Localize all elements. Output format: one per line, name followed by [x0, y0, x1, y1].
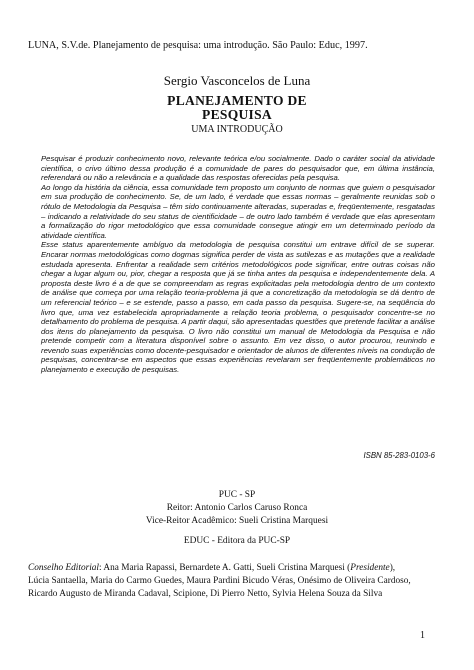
council-label: Conselho Editorial: [28, 563, 100, 573]
editorial-council: [28, 562, 450, 600]
citation-header: LUNA, S.V.de. Planejamento de pesquisa: uma introdução. São Paulo: Educ, 1997.: [28, 40, 368, 51]
book-title-line2: PESQUISA: [202, 107, 272, 122]
isbn: ISBN 85-283-0103-6: [363, 451, 435, 460]
page-number: 1: [420, 630, 425, 641]
council-line: Ricardo Augusto de Miranda Cadaval, Scipione, Di Pierro Netto, Sylvia Helena Souza da Silva: [28, 588, 383, 599]
institution: PUC - SP: [218, 490, 256, 500]
council-president: Presidente: [350, 563, 390, 573]
council-members: : Ana Maria Rapassi, Bernardete A. Gatti, Sueli Cristina Marquesi (: [99, 563, 351, 573]
council-line: Lúcia Santaella, Maria do Carmo Guedes, Maura Pardini Bicudo Véras, Onésimo de Oliveira Cardoso,: [28, 575, 411, 586]
council-close: ),: [389, 563, 396, 573]
publisher-press: EDUC - Editora da PUC-SP: [183, 536, 291, 546]
book-title: [0, 94, 474, 122]
abstract-paragraph: Pesquisar é produzir conhecimento novo, relevante teórica e/ou socialmente. Dado o caráter social da atividade científica, o crivo último dessa produção é a comunidade de pares do pesquisador que, em última instância, referendará ou não a relevância e a qualidade das respostas oferecidas pela pesquisa.: [41, 154, 435, 183]
abstract-paragraph: Esse status aparentemente ambíguo da metodologia de pesquisa constitui um entrave difícil de se superar. Encarar normas metodológicas como dogmas significa perder de vista as sutilezas e as mutações que a realidade estudada apresenta. Enfrentar a realidade sem critérios metodológicos pode significar, entre outras coisas não chegar a lugar algum ou, pior, chegar a resposta que já se tinha antes da pesquisa e independentemente dela. A proposta deste livro é a de que se compreendam as regras explicitadas pela metodologia dentro de um contexto de análise que começa por uma relação teoria-problema já que a concretização da metodologia se dá dentro de um referencial teórico – e se estende, passo a passo, em cada passo da pesquisa. Sugere-se, na seqüência do livro que, uma vez estabelecida apropriadamente a relação teoria problema, o pesquisador concentre-se no detalhamento do problema de pesquisa. A partir daqui, são apresentadas questões que pretende facilitar a análise dos itens do planejamento da pesquisa. O livro não constitui um manual de Metodologia da Pesquisa e não pretende competir com a literatura disponível sobre o assunto. Em vez disso, o autor procurou, reunindo e revendo suas experiências como docente-pesquisador e orientador de alunos de diferentes níveis na condução de pesquisas, concentrar-se em aspectos que essas experiências revelaram ser freqüentemente problemáticos no planejamento e execução de pesquisas.: [41, 240, 435, 375]
book-author: Sergio Vasconcelos de Luna: [163, 73, 311, 88]
book-title-line1: PLANEJAMENTO DE: [167, 93, 307, 108]
abstract-text: [41, 154, 435, 375]
vice-rector: Vice-Reitor Acadêmico: Sueli Cristina Marquesi: [145, 516, 329, 526]
rector: Reitor: Antonio Carlos Caruso Ronca: [166, 503, 308, 513]
book-subtitle: UMA INTRODUÇÃO: [191, 124, 283, 135]
council-line: [28, 562, 450, 575]
abstract-paragraph: Ao longo da história da ciência, essa comunidade tem proposto um conjunto de normas que guiem o pesquisador em sua produção de conhecimento. Se, de um lado, é verdade que essas normas – geralmente reunidas sob o rótulo de Metodologia da Pesquisa – têm sido continuamente alteradas, superadas e, freqüentemente, resgatadas – indicando a relatividade do seu status de cientificidade – de outro lado também é verdade que elas apresentam a formalização do rigor metodológico que essa comunidade consegue atingir em um determinado período da atividade científica.: [41, 182, 435, 240]
